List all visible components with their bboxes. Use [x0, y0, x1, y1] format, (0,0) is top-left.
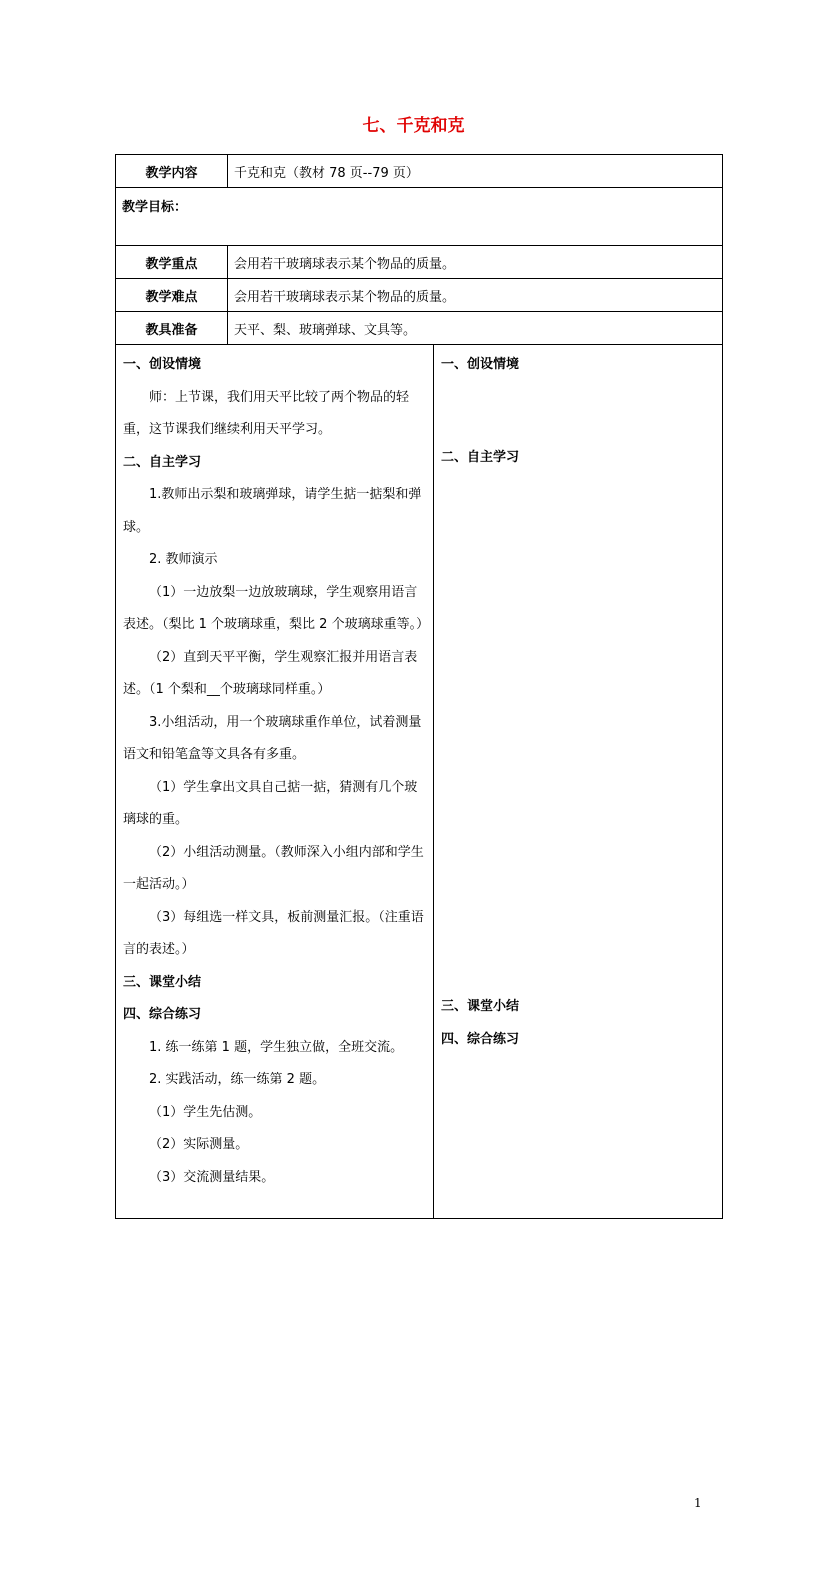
- document-title: 七、千克和克: [362, 116, 465, 136]
- value-key-points: 会用若干玻璃球表示某个物品的质量。: [228, 246, 723, 279]
- paragraph: 1.教师出示梨和玻璃弹球，请学生掂一掂梨和弹球。: [123, 487, 422, 535]
- paragraph: （2）小组活动测量。（教师深入小组内部和学生一起活动。）: [123, 844, 424, 892]
- value-difficulties: 会用若干玻璃球表示某个物品的质量。: [228, 279, 723, 312]
- paragraph: （1）学生先估测。: [149, 1104, 262, 1120]
- info-row-key-points: [116, 246, 723, 279]
- notes-column: [434, 345, 722, 1218]
- paragraph: 2. 实践活动，练一练第 2 题。: [149, 1072, 326, 1087]
- section-heading: 一、创设情境: [123, 357, 202, 372]
- section-heading: 二、自主学习: [123, 454, 202, 470]
- section-heading: 一、创设情境: [441, 357, 520, 372]
- info-row-content: [116, 155, 723, 188]
- paragraph: （2）实际测量。: [149, 1137, 249, 1152]
- paragraph: 师：上节课，我们用天平比较了两个物品的轻重，这节课我们继续利用天平学习。: [123, 389, 410, 437]
- lesson-process-table: [115, 345, 723, 1219]
- label-materials: 教具准备: [116, 312, 228, 345]
- paragraph: （3）交流测量结果。: [149, 1169, 275, 1185]
- label-difficulties: 教学难点: [116, 279, 228, 312]
- section-heading: 二、自主学习: [441, 450, 520, 465]
- page-number: 1: [694, 1496, 702, 1510]
- lesson-info-table: [115, 154, 723, 345]
- paragraph: （3）每组选一样文具，板前测量汇报。（注重语言的表述。）: [123, 909, 424, 957]
- paragraph: （1）学生拿出文具自己掂一掂，猜测有几个玻璃球的重。: [123, 779, 418, 827]
- paragraph: （1）一边放梨一边放玻璃球，学生观察用语言表述。（梨比 1 个玻璃球重，梨比 2 个玻璃球重等。）: [123, 584, 430, 632]
- section-heading: 四、综合练习: [123, 1007, 202, 1022]
- paragraph: （2）直到天平平衡，学生观察汇报并用语言表述。（1 个梨和__个玻璃球同样重。）: [123, 649, 418, 697]
- info-row-materials: [116, 312, 723, 345]
- paragraph: 2. 教师演示: [149, 552, 218, 567]
- section-heading: 三、课堂小结: [123, 974, 202, 990]
- value-teaching-content: 千克和克（教材 78 页--79 页）: [228, 155, 723, 188]
- lesson-process-column: [116, 345, 434, 1218]
- paragraph: 1. 练一练第 1 题，学生独立做，全班交流。: [149, 1039, 404, 1055]
- info-row-objectives: [116, 188, 723, 246]
- paragraph: 3.小组活动，用一个玻璃球重作单位，试着测量语文和铅笔盒等文具各有多重。: [123, 714, 422, 762]
- label-teaching-content: 教学内容: [116, 155, 228, 188]
- info-row-difficulties: [116, 279, 723, 312]
- section-heading: 四、综合练习: [441, 1032, 520, 1047]
- label-teaching-objectives: 教学目标：: [116, 188, 723, 246]
- section-heading: 三、课堂小结: [441, 999, 520, 1014]
- value-materials: 天平、梨、玻璃弹球、文具等。: [228, 312, 723, 345]
- label-key-points: 教学重点: [116, 246, 228, 279]
